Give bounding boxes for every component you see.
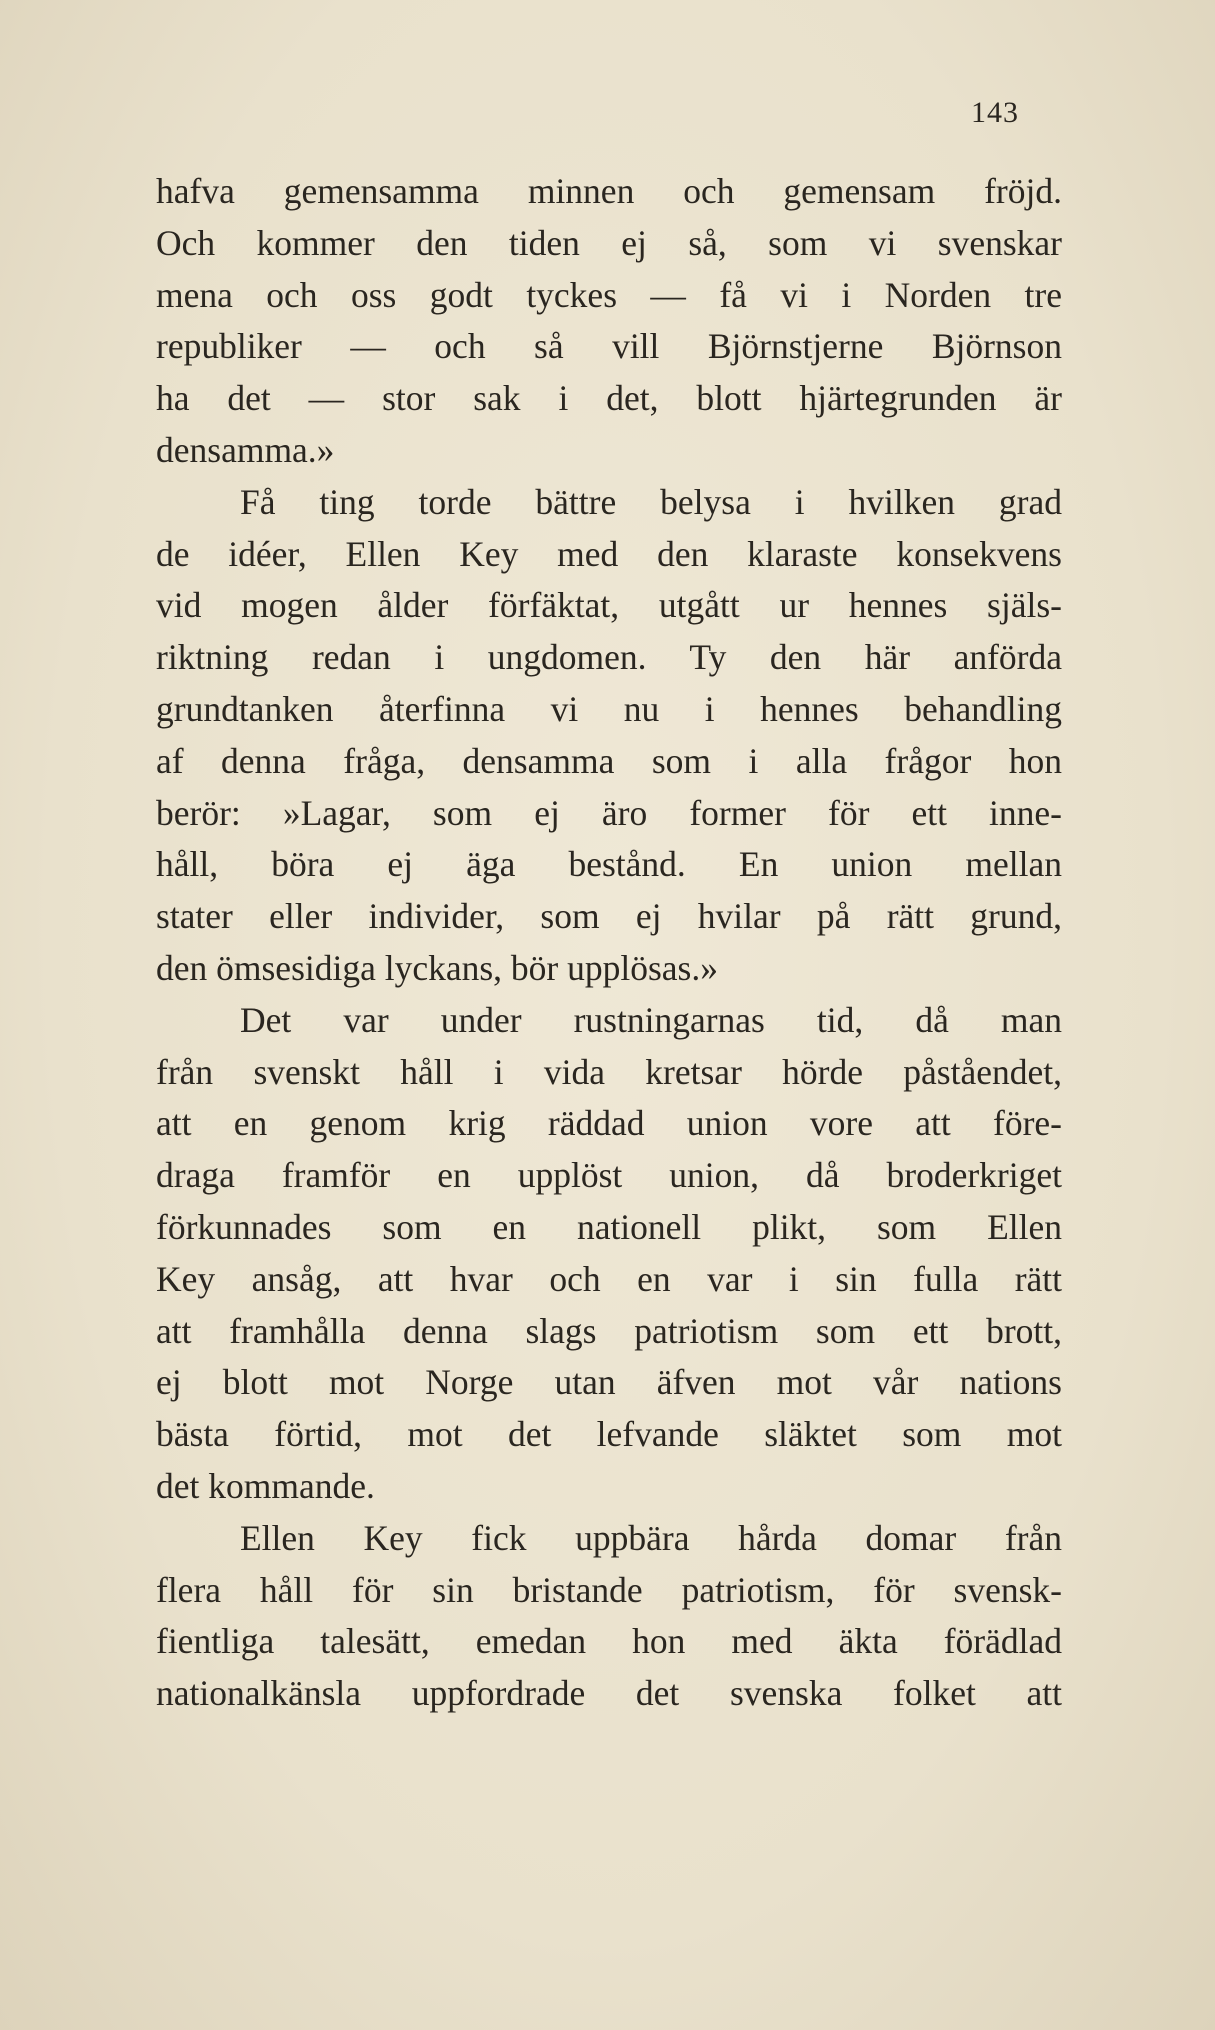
text-line: Och kommer den tiden ej så, som vi svenskar — [156, 222, 1062, 263]
text-line: ej blott mot Norge utan äfven mot vår nations — [156, 1362, 1062, 1403]
text-line: berör: »Lagar, som ej äro former för ett inne- — [156, 792, 1062, 833]
body-text — [156, 166, 1062, 1720]
text-line: flera håll för sin bristande patriotism, för svensk- — [156, 1569, 1062, 1610]
text-line: fientliga talesätt, emedan hon med äkta förädlad — [156, 1621, 1062, 1662]
text-line: republiker — och så vill Björnstjerne Björnson — [156, 326, 1062, 367]
text-line: riktning redan i ungdomen. Ty den här anförda — [156, 637, 1062, 678]
text-line: nationalkänsla uppfordrade det svenska folket att — [156, 1673, 1062, 1714]
text-line: håll, böra ej äga bestånd. En union mellan — [156, 844, 1062, 885]
text-line: att en genom krig räddad union vore att före- — [156, 1103, 1062, 1144]
text-line: vid mogen ålder förfäktat, utgått ur hennes själs- — [156, 585, 1062, 626]
text-line: densamma.» — [156, 429, 335, 470]
text-line: Få ting torde bättre belysa i hvilken grad — [240, 481, 1062, 522]
text-line: ha det — stor sak i det, blott hjärtegrunden är — [156, 378, 1062, 419]
text-line: Key ansåg, att hvar och en var i sin fulla rätt — [156, 1258, 1062, 1299]
text-line: stater eller individer, som ej hvilar på rätt grund, — [156, 896, 1062, 937]
text-line: draga framför en upplöst union, då broderkriget — [156, 1155, 1062, 1196]
text-line: af denna fråga, densamma som i alla frågor hon — [156, 740, 1062, 781]
text-line: bästa förtid, mot det lefvande släktet som mot — [156, 1414, 1062, 1455]
text-line: Ellen Key fick uppbära hårda domar från — [240, 1517, 1062, 1558]
text-line: den ömsesidiga lyckans, bör upplösas.» — [156, 947, 719, 988]
text-line: förkunnades som en nationell plikt, som Ellen — [156, 1206, 1062, 1247]
text-line: det kommande. — [156, 1465, 375, 1506]
text-line: att framhålla denna slags patriotism som ett brott, — [156, 1310, 1062, 1351]
text-line: de idéer, Ellen Key med den klaraste konsekvens — [156, 533, 1062, 574]
text-line: Det var under rustningarnas tid, då man — [240, 999, 1062, 1040]
text-line: mena och oss godt tyckes — få vi i Norden tre — [156, 274, 1062, 315]
page-number: 143 — [971, 96, 1019, 129]
text-line: hafva gemensamma minnen och gemensam fröjd. — [156, 171, 1062, 211]
text-line: från svenskt håll i vida kretsar hörde påståendet, — [156, 1051, 1062, 1092]
text-line: grundtanken återfinna vi nu i hennes behandling — [156, 688, 1062, 729]
